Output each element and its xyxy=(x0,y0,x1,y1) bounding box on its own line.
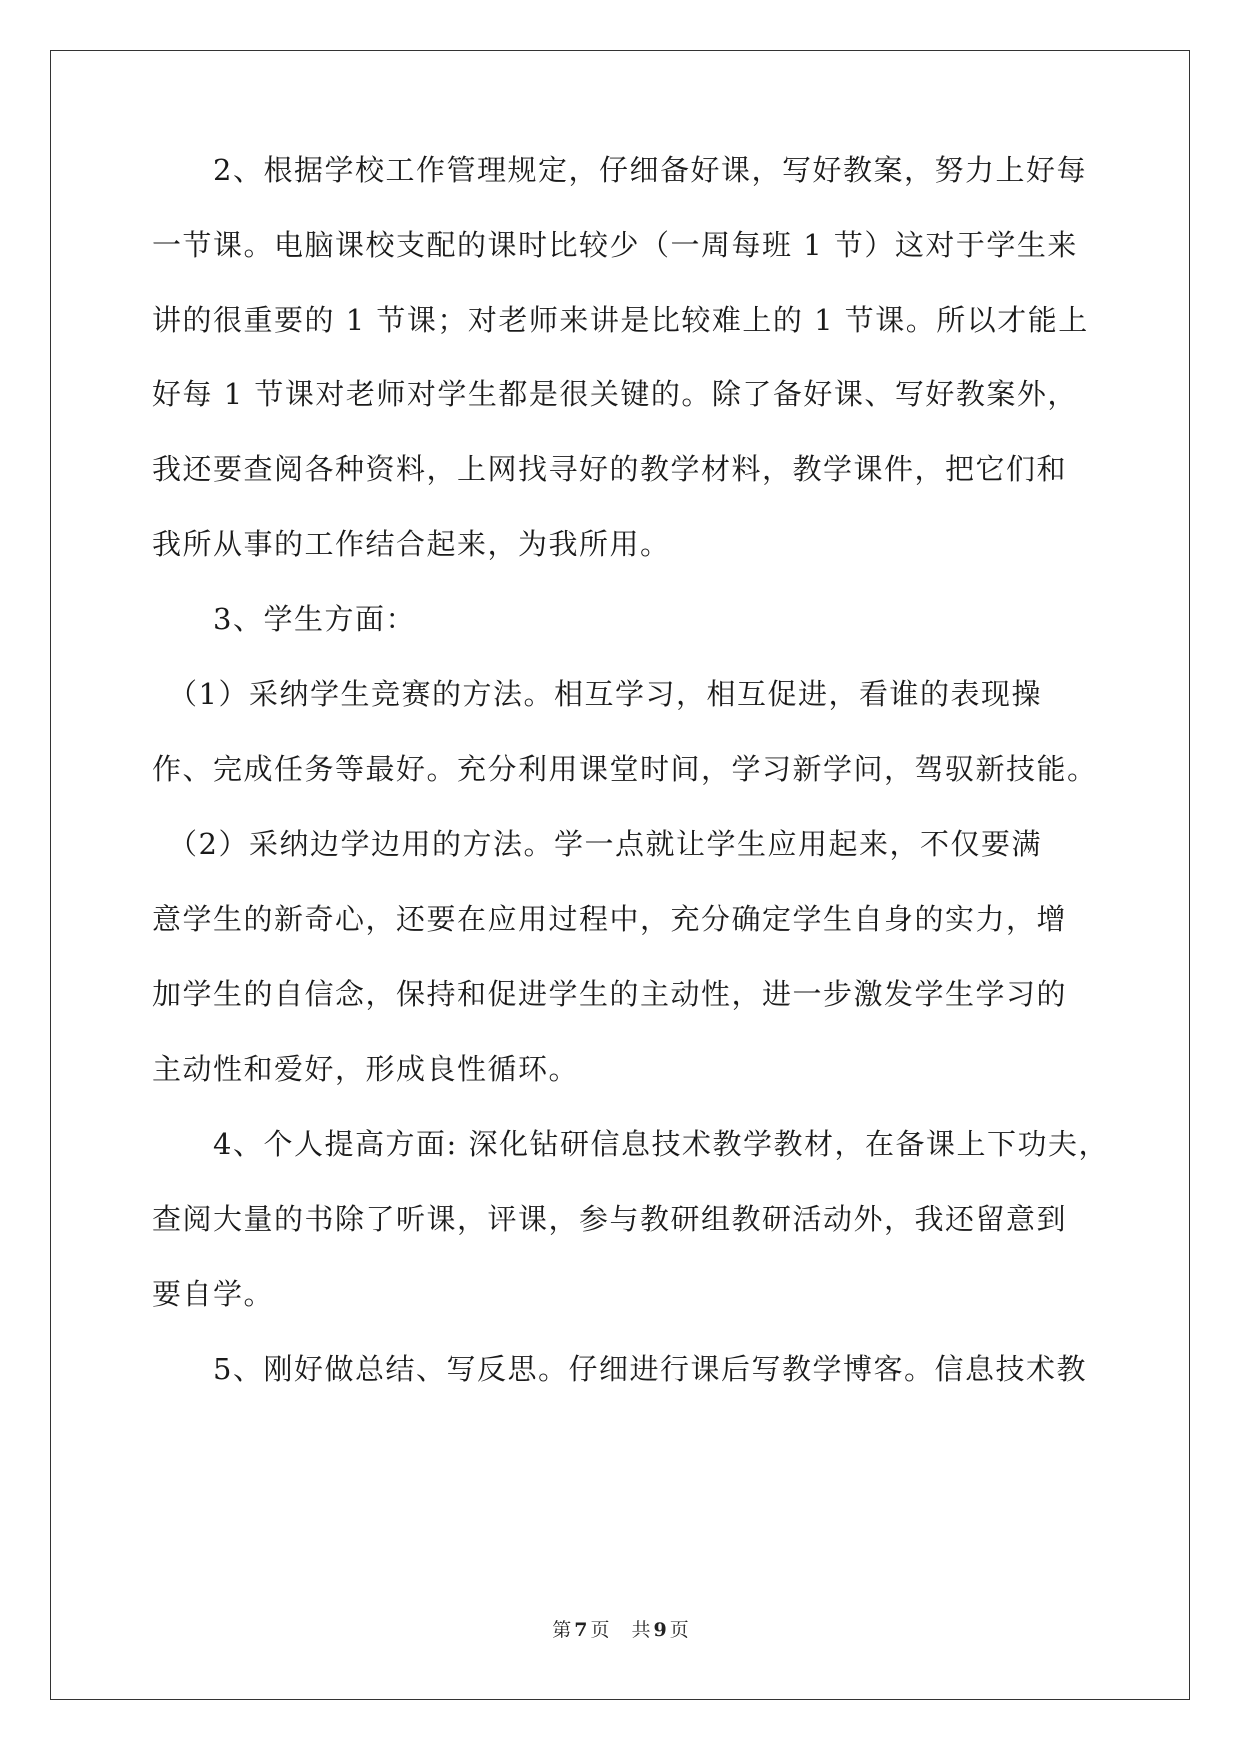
text-line: 2、根据学校工作管理规定，仔细备好课，写好教案，努力上好每 xyxy=(152,153,1087,187)
footer-page-suffix: 页 xyxy=(590,1619,610,1641)
text-line: 意学生的新奇心，还要在应用过程中，充分确定学生自身的实力，增 xyxy=(152,902,1068,936)
footer-total-suffix: 页 xyxy=(669,1619,689,1641)
text-line: （2）采纳边学边用的方法。学一点就让学生应用起来，不仅要满 xyxy=(152,827,1042,861)
text-line: 作、完成任务等最好。充分利用课堂时间，学习新学问，驾驭新技能。 xyxy=(152,752,1098,786)
footer-page-number: 7 xyxy=(574,1619,588,1641)
footer-page-prefix: 第 xyxy=(552,1619,572,1641)
text-line: 要自学。 xyxy=(152,1277,275,1311)
text-line: 查阅大量的书除了听课，评课，参与教研组教研活动外，我还留意到 xyxy=(152,1202,1068,1236)
text-line: 一节课。电脑课校支配的课时比较少（一周每班 1 节）这对于学生来 xyxy=(152,228,1078,262)
text-line: （1）采纳学生竞赛的方法。相互学习，相互促进，看谁的表现操 xyxy=(152,677,1042,711)
text-line: 讲的很重要的 1 节课；对老师来讲是比较难上的 1 节课。所以才能上 xyxy=(152,303,1089,337)
text-line: 我所从事的工作结合起来，为我所用。 xyxy=(152,527,671,561)
page-footer xyxy=(0,1618,1241,1642)
text-line: 好每 1 节课对老师对学生都是很关键的。除了备好课、写好教案外， xyxy=(152,377,1078,411)
text-line: 加学生的自信念，保持和促进学生的主动性，进一步激发学生学习的 xyxy=(152,977,1068,1011)
text-line: 我还要查阅各种资料，上网找寻好的教学材料，教学课件，把它们和 xyxy=(152,452,1068,486)
page-border xyxy=(50,50,1190,1700)
text-line: 4、个人提高方面: 深化钻研信息技术教学教材，在备课上下功夫， xyxy=(152,1127,1109,1161)
text-line: 5、刚好做总结、写反思。仔细进行课后写教学博客。信息技术教 xyxy=(152,1352,1087,1386)
footer-total-prefix: 共 xyxy=(631,1619,651,1641)
footer-total-pages: 9 xyxy=(653,1619,667,1641)
section-heading: 3、学生方面： xyxy=(152,602,416,636)
text-line: 主动性和爱好，形成良性循环。 xyxy=(152,1052,580,1086)
